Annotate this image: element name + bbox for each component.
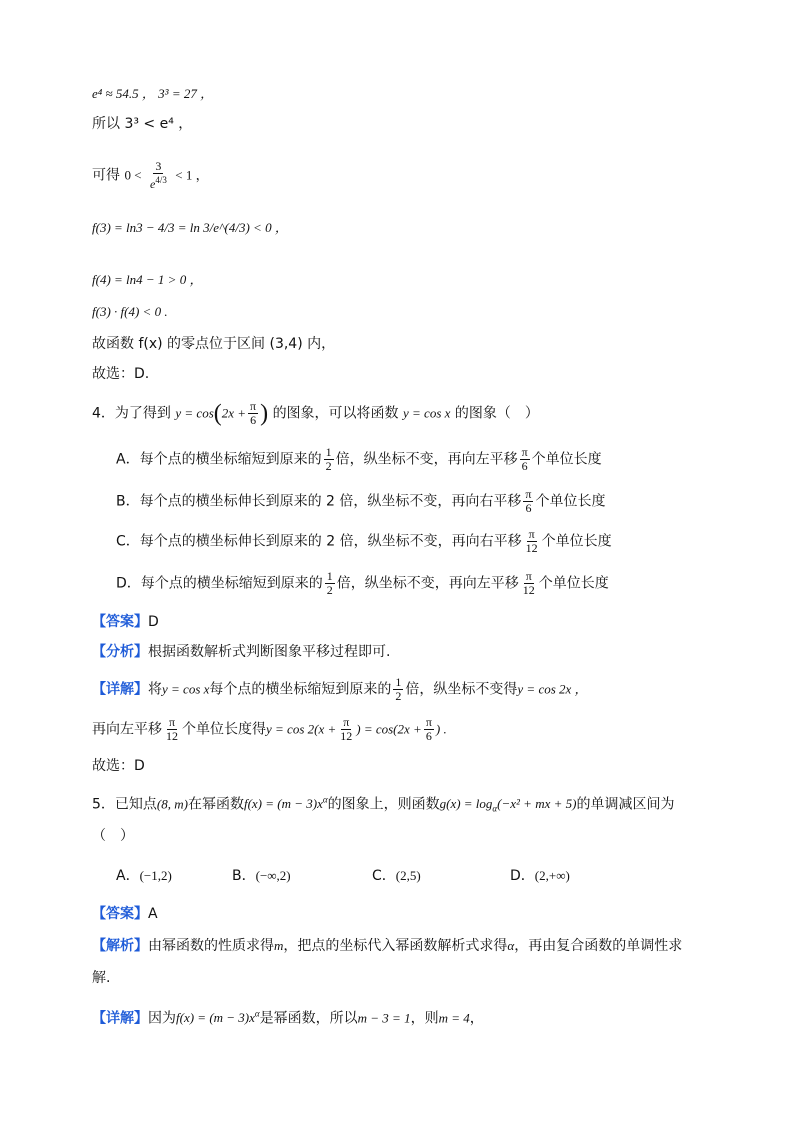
line-product: f(3) · f(4) < 0 . bbox=[92, 304, 168, 319]
q4-detail: 【详解】将y = cos x每个点的横坐标缩短到原来的 $\frac{1}{2}$ 倍，纵坐标不变得y = cos 2x ， bbox=[92, 675, 588, 703]
q5-detail: 【详解】因为$f(x) = (m - 3)x^\alpha$是幂函数，所以m − 3 = 1，则m = 4， bbox=[92, 1009, 484, 1027]
q5-option-d[interactable]: D．(2,+∞) bbox=[510, 868, 570, 884]
q4-option-b[interactable]: B．每个点的横坐标伸长到原来的 2 倍，纵坐标不变，再向右平移 $\frac{\pi}{6}$ 个单位长度 bbox=[116, 487, 606, 515]
line-f4: f(4) = ln4 − 1 > 0 ， bbox=[92, 272, 203, 287]
line-ratio: 可得 0 < $\frac{3}{e^{4/3}}$ < 1 ， bbox=[92, 159, 209, 191]
q5-option-a[interactable]: A．(−1,2) bbox=[116, 868, 172, 884]
q4-detail-2: 再向左平移 $\frac{\pi}{12}$ 个单位长度得y = cos 2(x + $\frac{\pi}{12}$ ) = cos(2x + $\frac{\pi}{6}$ ) . bbox=[92, 715, 447, 743]
q5-stem-2: （ ） bbox=[92, 828, 134, 844]
q4-option-d[interactable]: D．每个点的横坐标缩短到原来的 $\frac{1}{2}$ 倍，纵坐标不变，再向左平移 $\frac{\pi}{12}$ 个单位长度 bbox=[116, 569, 609, 597]
line-zero: 故函数 f(x) 的零点位于区间 (3,4) 内， bbox=[92, 336, 336, 352]
q5-analysis-2: 解. bbox=[92, 970, 111, 986]
q5-stem: 5．已知点(8, m)在幂函数$f(x) = (m - 3)x^\alpha$的图象上，则函数$g(x) = \log_\alpha(-x^2$ + mx + 5)的单调减区间为 bbox=[92, 795, 675, 814]
line-f3: f(3) = ln3 − 4/3 = ln 3/e^(4/3) < 0 ， bbox=[92, 220, 288, 235]
q4-stem: 4．为了得到 y = cos(2x + $\frac{\pi}{6}$ ) 的图象，可以将函数 y = cos x 的图象（ ） bbox=[92, 399, 539, 427]
line-choose-prev: 故选：D. bbox=[92, 366, 150, 382]
q4-analysis: 【分析】根据函数解析式判断图象平移过程即可. bbox=[92, 644, 391, 660]
q5-option-b[interactable]: B．(−∞,2) bbox=[232, 868, 291, 884]
line-e4: e⁴ ≈ 54.5 ， 3³ = 27 ， bbox=[92, 86, 214, 101]
ratio-prefix: 可得 bbox=[92, 167, 120, 184]
line-compare: 所以 3³ < e⁴ ， bbox=[92, 116, 193, 132]
q5-analysis: 【解析】由幂函数的性质求得m，把点的坐标代入幂函数解析式求得α，再由复合函数的单调性求 bbox=[92, 938, 683, 954]
q4-option-a[interactable]: A．每个点的横坐标缩短到原来的 $\frac{1}{2}$ 倍，纵坐标不变，再向左平移 $\frac{\pi}{6}$ 个单位长度 bbox=[116, 445, 602, 473]
q5-answer: 【答案】A bbox=[92, 906, 158, 922]
q4-choose: 故选：D bbox=[92, 758, 145, 774]
q5-option-c[interactable]: C．(2,5) bbox=[372, 868, 421, 884]
q4-option-c[interactable]: C．每个点的横坐标伸长到原来的 2 倍，纵坐标不变，再向右平移 $\frac{\pi}{12}$ 个单位长度 bbox=[116, 527, 612, 555]
q4-answer: 【答案】D bbox=[92, 614, 159, 630]
ratio-fraction: $\frac{3}{e^{4/3}}$ bbox=[150, 159, 167, 191]
